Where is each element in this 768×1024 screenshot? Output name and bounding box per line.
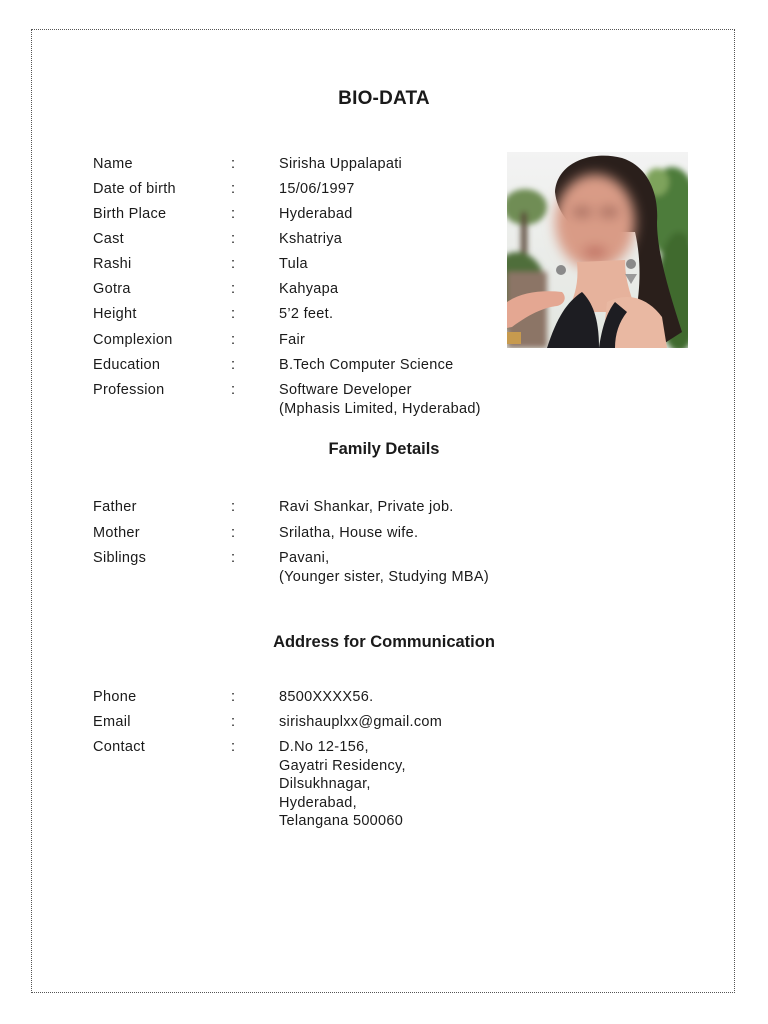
field-value bbox=[279, 549, 489, 586]
field-separator: : bbox=[231, 550, 236, 566]
field-separator: : bbox=[231, 332, 236, 348]
field-value: 15/06/1997 bbox=[279, 181, 355, 197]
address-line: D.No 12-156, bbox=[279, 739, 369, 755]
field-separator: : bbox=[231, 306, 236, 322]
field-value: 8500XXXX56. bbox=[279, 689, 374, 705]
family-details-heading: Family Details bbox=[328, 440, 440, 458]
field-value: Kahyapa bbox=[279, 281, 339, 297]
field-separator: : bbox=[231, 206, 236, 222]
field-label: Email bbox=[93, 714, 131, 730]
field-value bbox=[279, 738, 406, 831]
address-heading: Address for Communication bbox=[273, 633, 495, 651]
field-value: Fair bbox=[279, 332, 306, 348]
field-value: Ravi Shankar, Private job. bbox=[279, 499, 454, 515]
field-value: Sirisha Uppalapati bbox=[279, 156, 403, 172]
field-label: Siblings bbox=[93, 550, 147, 566]
field-label: Birth Place bbox=[93, 206, 167, 222]
field-label: Rashi bbox=[93, 256, 132, 272]
address-line: Hyderabad, bbox=[279, 794, 357, 811]
page-title: BIO-DATA bbox=[338, 88, 430, 109]
field-value-line: (Mphasis Limited, Hyderabad) bbox=[279, 400, 481, 417]
field-value bbox=[279, 381, 481, 418]
field-separator: : bbox=[231, 525, 236, 541]
field-value: 5’2 feet. bbox=[279, 306, 334, 322]
field-label: Phone bbox=[93, 689, 137, 705]
field-label: Complexion bbox=[93, 332, 173, 348]
field-label: Gotra bbox=[93, 281, 131, 297]
field-separator: : bbox=[231, 256, 236, 272]
field-separator: : bbox=[231, 382, 236, 398]
address-line: Dilsukhnagar, bbox=[279, 776, 371, 792]
field-separator: : bbox=[231, 499, 236, 515]
field-separator: : bbox=[231, 739, 236, 755]
field-separator: : bbox=[231, 714, 236, 730]
field-separator: : bbox=[231, 156, 236, 172]
field-separator: : bbox=[231, 231, 236, 247]
field-label: Mother bbox=[93, 525, 140, 541]
field-label: Profession bbox=[93, 382, 165, 398]
field-label: Contact bbox=[93, 739, 146, 755]
field-separator: : bbox=[231, 689, 236, 705]
field-label: Name bbox=[93, 156, 133, 172]
field-label: Date of birth bbox=[93, 181, 176, 197]
field-separator: : bbox=[231, 281, 236, 297]
profile-photo bbox=[507, 152, 688, 348]
field-value: Hyderabad bbox=[279, 206, 353, 222]
field-value-line: Software Developer bbox=[279, 382, 412, 398]
field-value: Tula bbox=[279, 256, 308, 272]
field-value-line: Pavani, bbox=[279, 550, 330, 566]
field-label: Cast bbox=[93, 231, 125, 247]
address-line: Gayatri Residency, bbox=[279, 757, 406, 774]
field-label: Education bbox=[93, 357, 161, 373]
field-separator: : bbox=[231, 181, 236, 197]
field-value: Kshatriya bbox=[279, 231, 343, 247]
field-value: B.Tech Computer Science bbox=[279, 357, 454, 373]
field-value: sirishauplxx@gmail.com bbox=[279, 714, 443, 730]
address-line: Telangana 500060 bbox=[279, 813, 404, 829]
field-separator: : bbox=[231, 357, 236, 373]
field-label: Father bbox=[93, 499, 137, 515]
field-label: Height bbox=[93, 306, 137, 322]
field-value: Srilatha, House wife. bbox=[279, 525, 419, 541]
field-value-line: (Younger sister, Studying MBA) bbox=[279, 568, 489, 585]
